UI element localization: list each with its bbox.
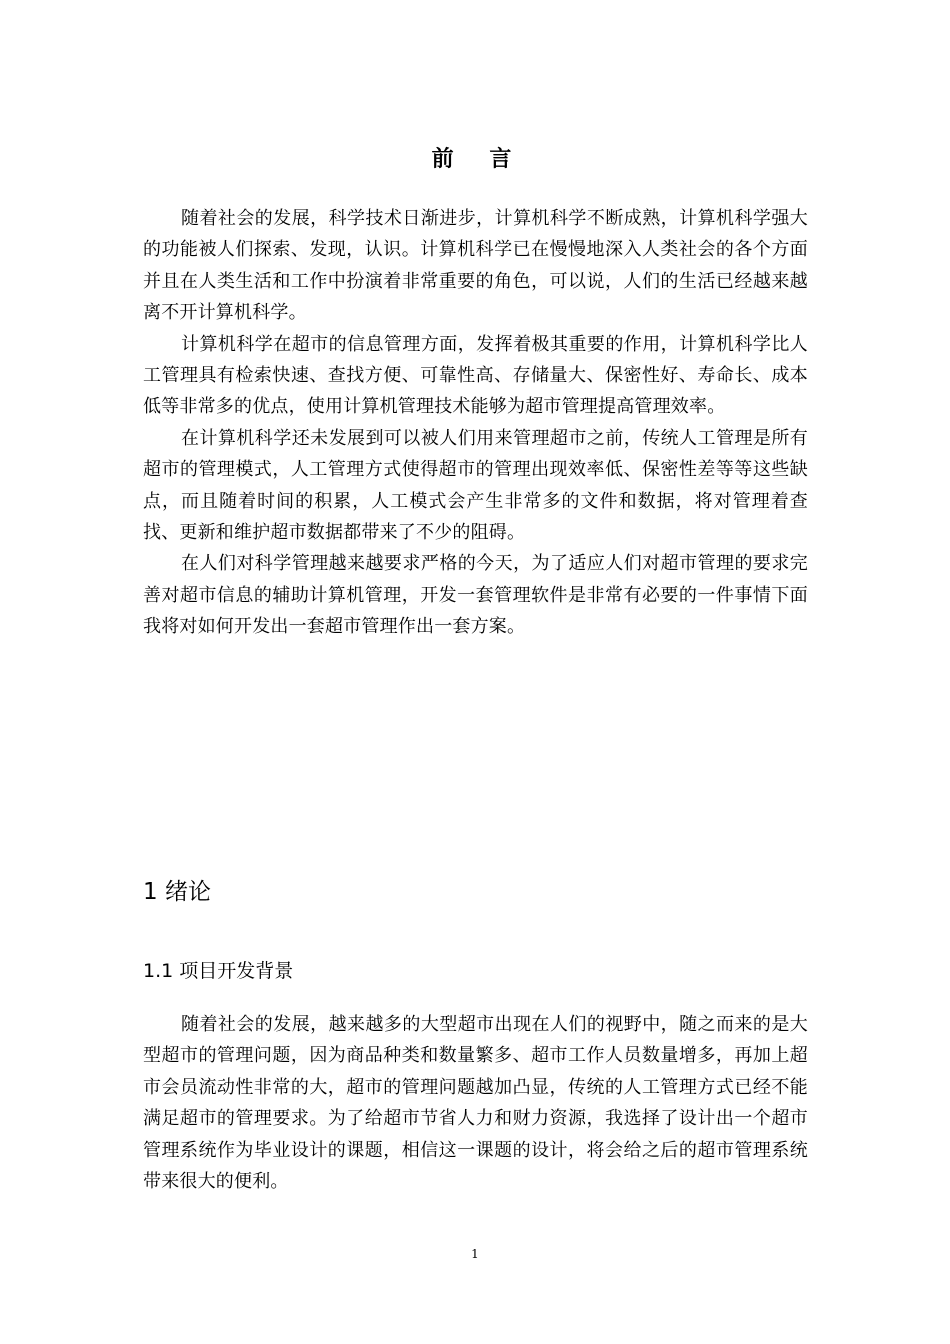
preface-paragraph-4: 在人们对科学管理越来越要求严格的今天，为了适应人们对超市管理的要求完善对超市信息的辅助计算机管理，开发一套管理软件是非常有必要的一件事情下面我将对如何开发出一套超市管理作出一套方案。 bbox=[143, 553, 808, 638]
preface-body bbox=[143, 203, 808, 643]
preface-paragraph-2: 计算机科学在超市的信息管理方面，发挥着极其重要的作用，计算机科学比人工管理具有检索快速、查找方便、可靠性高、存储量大、保密性好、寿命长、成本低等非常多的优点，使用计算机管理技术能够为超市管理提高管理效率。 bbox=[143, 333, 808, 418]
page-number: 1 bbox=[471, 1247, 479, 1261]
preface-title: 前 言 bbox=[431, 147, 526, 172]
preface-paragraph-3: 在计算机科学还未发展到可以被人们用来管理超市之前，传统人工管理是所有超市的管理模式，人工管理方式使得超市的管理出现效率低、保密性差等等这些缺点，而且随着时间的积累，人工模式会产生非常多的文件和数据，将对管理着查找、更新和维护超市数据都带来了不少的阻碍。 bbox=[143, 427, 808, 544]
section-body bbox=[143, 1009, 808, 1197]
section-heading: 1.1 项目开发背景 bbox=[143, 960, 294, 982]
preface-paragraph-1: 随着社会的发展，科学技术日渐进步，计算机科学不断成熟，计算机科学强大的功能被人们探索、发现，认识。计算机科学已在慢慢地深入人类社会的各个方面并且在人类生活和工作中扮演着非常重要的角色，可以说，人们的生活已经越来越离不开计算机科学。 bbox=[143, 208, 808, 324]
chapter-heading: 1 绪论 bbox=[143, 879, 211, 905]
section-paragraph-1: 随着社会的发展，越来越多的大型超市出现在人们的视野中，随之而来的是大型超市的管理问题，因为商品种类和数量繁多、超市工作人员数量增多，再加上超市会员流动性非常的大，超市的管理问题越加凸显，传统的人工管理方式已经不能满足超市的管理要求。为了给超市节省人力和财力资源，我选择了设计出一个超市管理系统作为毕业设计的课题，相信这一课题的设计，将会给之后的超市管理系统带来很大的便利。 bbox=[143, 1014, 808, 1193]
